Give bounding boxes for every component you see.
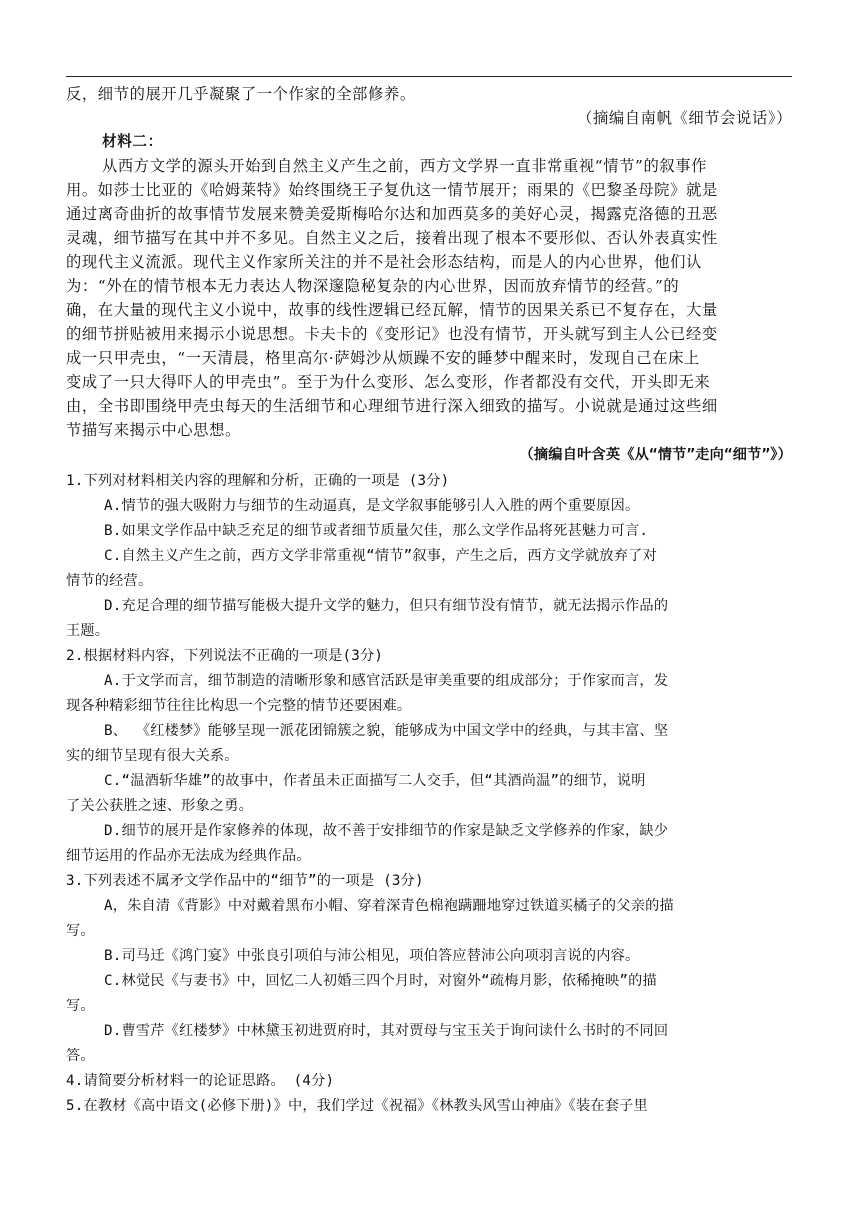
material-2-line: 的现代主义流派。现代主义作家所关注的并不是社会形态结构，而是人的内心世界，他们认 [66,253,702,271]
question-4-stem: 4.请简要分析材料一的论证思路。 (4分) [66,1073,335,1089]
material-2-line: 节描写来揭示中心思想。 [66,421,241,439]
question-2-option-c-cont: 了关公获胜之速、形象之勇。 [66,798,254,814]
question-2-option-b-cont: 实的细节呈现有很大关系。 [66,748,239,764]
material-2-line: 用。如莎士比亚的《哈姆莱特》始终围绕王子复仇这一情节展开；雨果的《巴黎圣母院》就是 [66,181,718,199]
material-2-line: 确，在大量的现代主义小说中，故事的线性逻辑已经瓦解，情节的因果关系已不复存在，大量 [66,301,718,319]
question-2-option-d-cont: 细节运用的作品亦无法成为经典作品。 [66,848,311,864]
question-1-stem: 1.下列对材料相关内容的理解和分析，正确的一项是 (3分) [66,473,450,489]
question-3-option-d: D.曹雪芹《红楼梦》中林黛玉初进贾府时，其对贾母与宝玉关于询问读什么书时的不同回 [104,1023,669,1039]
question-1-option-b: B.如果文学作品中缺乏充足的细节或者细节质量欠佳，那么文学作品将死甚魅力可言. [104,523,649,539]
source-citation-1: （摘编自南帆《细节会说话》） [577,109,792,127]
question-1-option-d: D.充足合理的细节描写能极大提升文学的魅力，但只有细节没有情节，就无法揭示作品的 [104,598,669,614]
material-2-line: 从西方文学的源头开始到自然主义产生之前，西方文学界一直非常重视“情节”的叙事作 [102,157,708,175]
question-2-stem: 2.根据材料内容，下列说法不正确的一项是(3分) [66,648,384,664]
question-2-option-b: B、 《红楼梦》能够呈现一派花团锦簇之貌，能够成为中国文学中的经典，与其丰富、坚 [104,723,669,739]
question-3-option-c-cont: 写。 [66,998,95,1014]
question-2-option-c: C.“温酒斩华雄”的故事中，作者虽未正面描写二人交手，但“其酒尚温”的细节，说明 [104,773,646,789]
material-2-line: 通过离奇曲折的故事情节发展来赞美爱斯梅哈尔达和加西莫多的美好心灵，揭露克洛德的丑恶 [66,205,718,223]
material-2-line: 变成了一只大得吓人的甲壳虫”。至于为什么变形、怎么变形，作者都没有交代，开头即无来 [66,373,711,391]
question-1-option-c: C.自然主义产生之前，西方文学非常重视“情节”叙事，产生之后，西方文学就放弃了对 [104,548,657,564]
header-rule [66,76,792,77]
text-line-continuation: 反，细节的展开几乎凝聚了一个作家的全部修养。 [66,85,416,103]
question-3-option-b: B.司马迁《鸿门宴》中张良引项伯与沛公相见，项伯答应替沛公向项羽言说的内容。 [104,948,640,964]
material-2-line: 为：“外在的情节根本无力表达人物深邃隐秘复杂的内心世界，因而放弃情节的经营。”的 [66,277,680,295]
section-heading-material-2: 材料二： [102,133,163,150]
question-3-option-d-cont: 答。 [66,1048,95,1064]
material-2-line: 灵魂，细节描写在其中并不多见。自然主义之后，接着出现了根本不要形似、否认外表真实性 [66,229,718,247]
question-2-option-a-cont: 现各种精彩细节往往比构思一个完整的情节还要困难。 [66,698,412,714]
material-2-line: 由，全书即围绕甲壳虫每天的生活细节和心理细节进行深入细致的描写。小说就是通过这些细 [66,397,718,415]
question-2-option-a: A.于文学而言，细节制造的清晰形象和感官活跃是审美重要的组成部分；于作家而言，发 [104,673,669,689]
question-3-option-a: A，朱自清《背影》中对戴着黑布小帽、穿着深青色棉袍蹒跚地穿过铁道买橘子的父亲的描 [104,898,674,914]
question-1-option-d-cont: 王题。 [66,623,110,639]
question-3-option-a-cont: 写。 [66,923,95,939]
material-2-line: 成一只甲壳虫，“一天清晨，格里高尔·萨姆沙从烦躁不安的睡梦中醒来时，发现自己在床上 [66,349,700,367]
question-5-stem: 5.在教材《高中语文(必修下册)》中，我们学过《祝福》《林教头风雪山神庙》《装在套子里 [66,1098,648,1114]
question-1-option-c-cont: 情节的经营。 [66,573,153,589]
question-3-option-c: C.林觉民《与妻书》中，回忆二人初婚三四个月时，对窗外“疏梅月影，依稀掩映”的描 [104,973,657,989]
question-1-option-a: A.情节的强大吸附力与细节的生动逼真，是文学叙事能够引人入胜的两个重要原因。 [104,498,640,514]
question-3-stem: 3.下列表述不属矛文学作品中的“细节”的一项是 (3分) [66,873,424,889]
source-citation-2: （摘编自叶含英《从“情节”走向“细节”》） [519,447,792,463]
question-2-option-d: D.细节的展开是作家修养的体现，故不善于安排细节的作家是缺乏文学修养的作家，缺少 [104,823,669,839]
material-2-line: 的细节拼贴被用来揭示小说思想。卡夫卡的《变形记》也没有情节，开头就写到主人公已经变 [66,325,718,343]
